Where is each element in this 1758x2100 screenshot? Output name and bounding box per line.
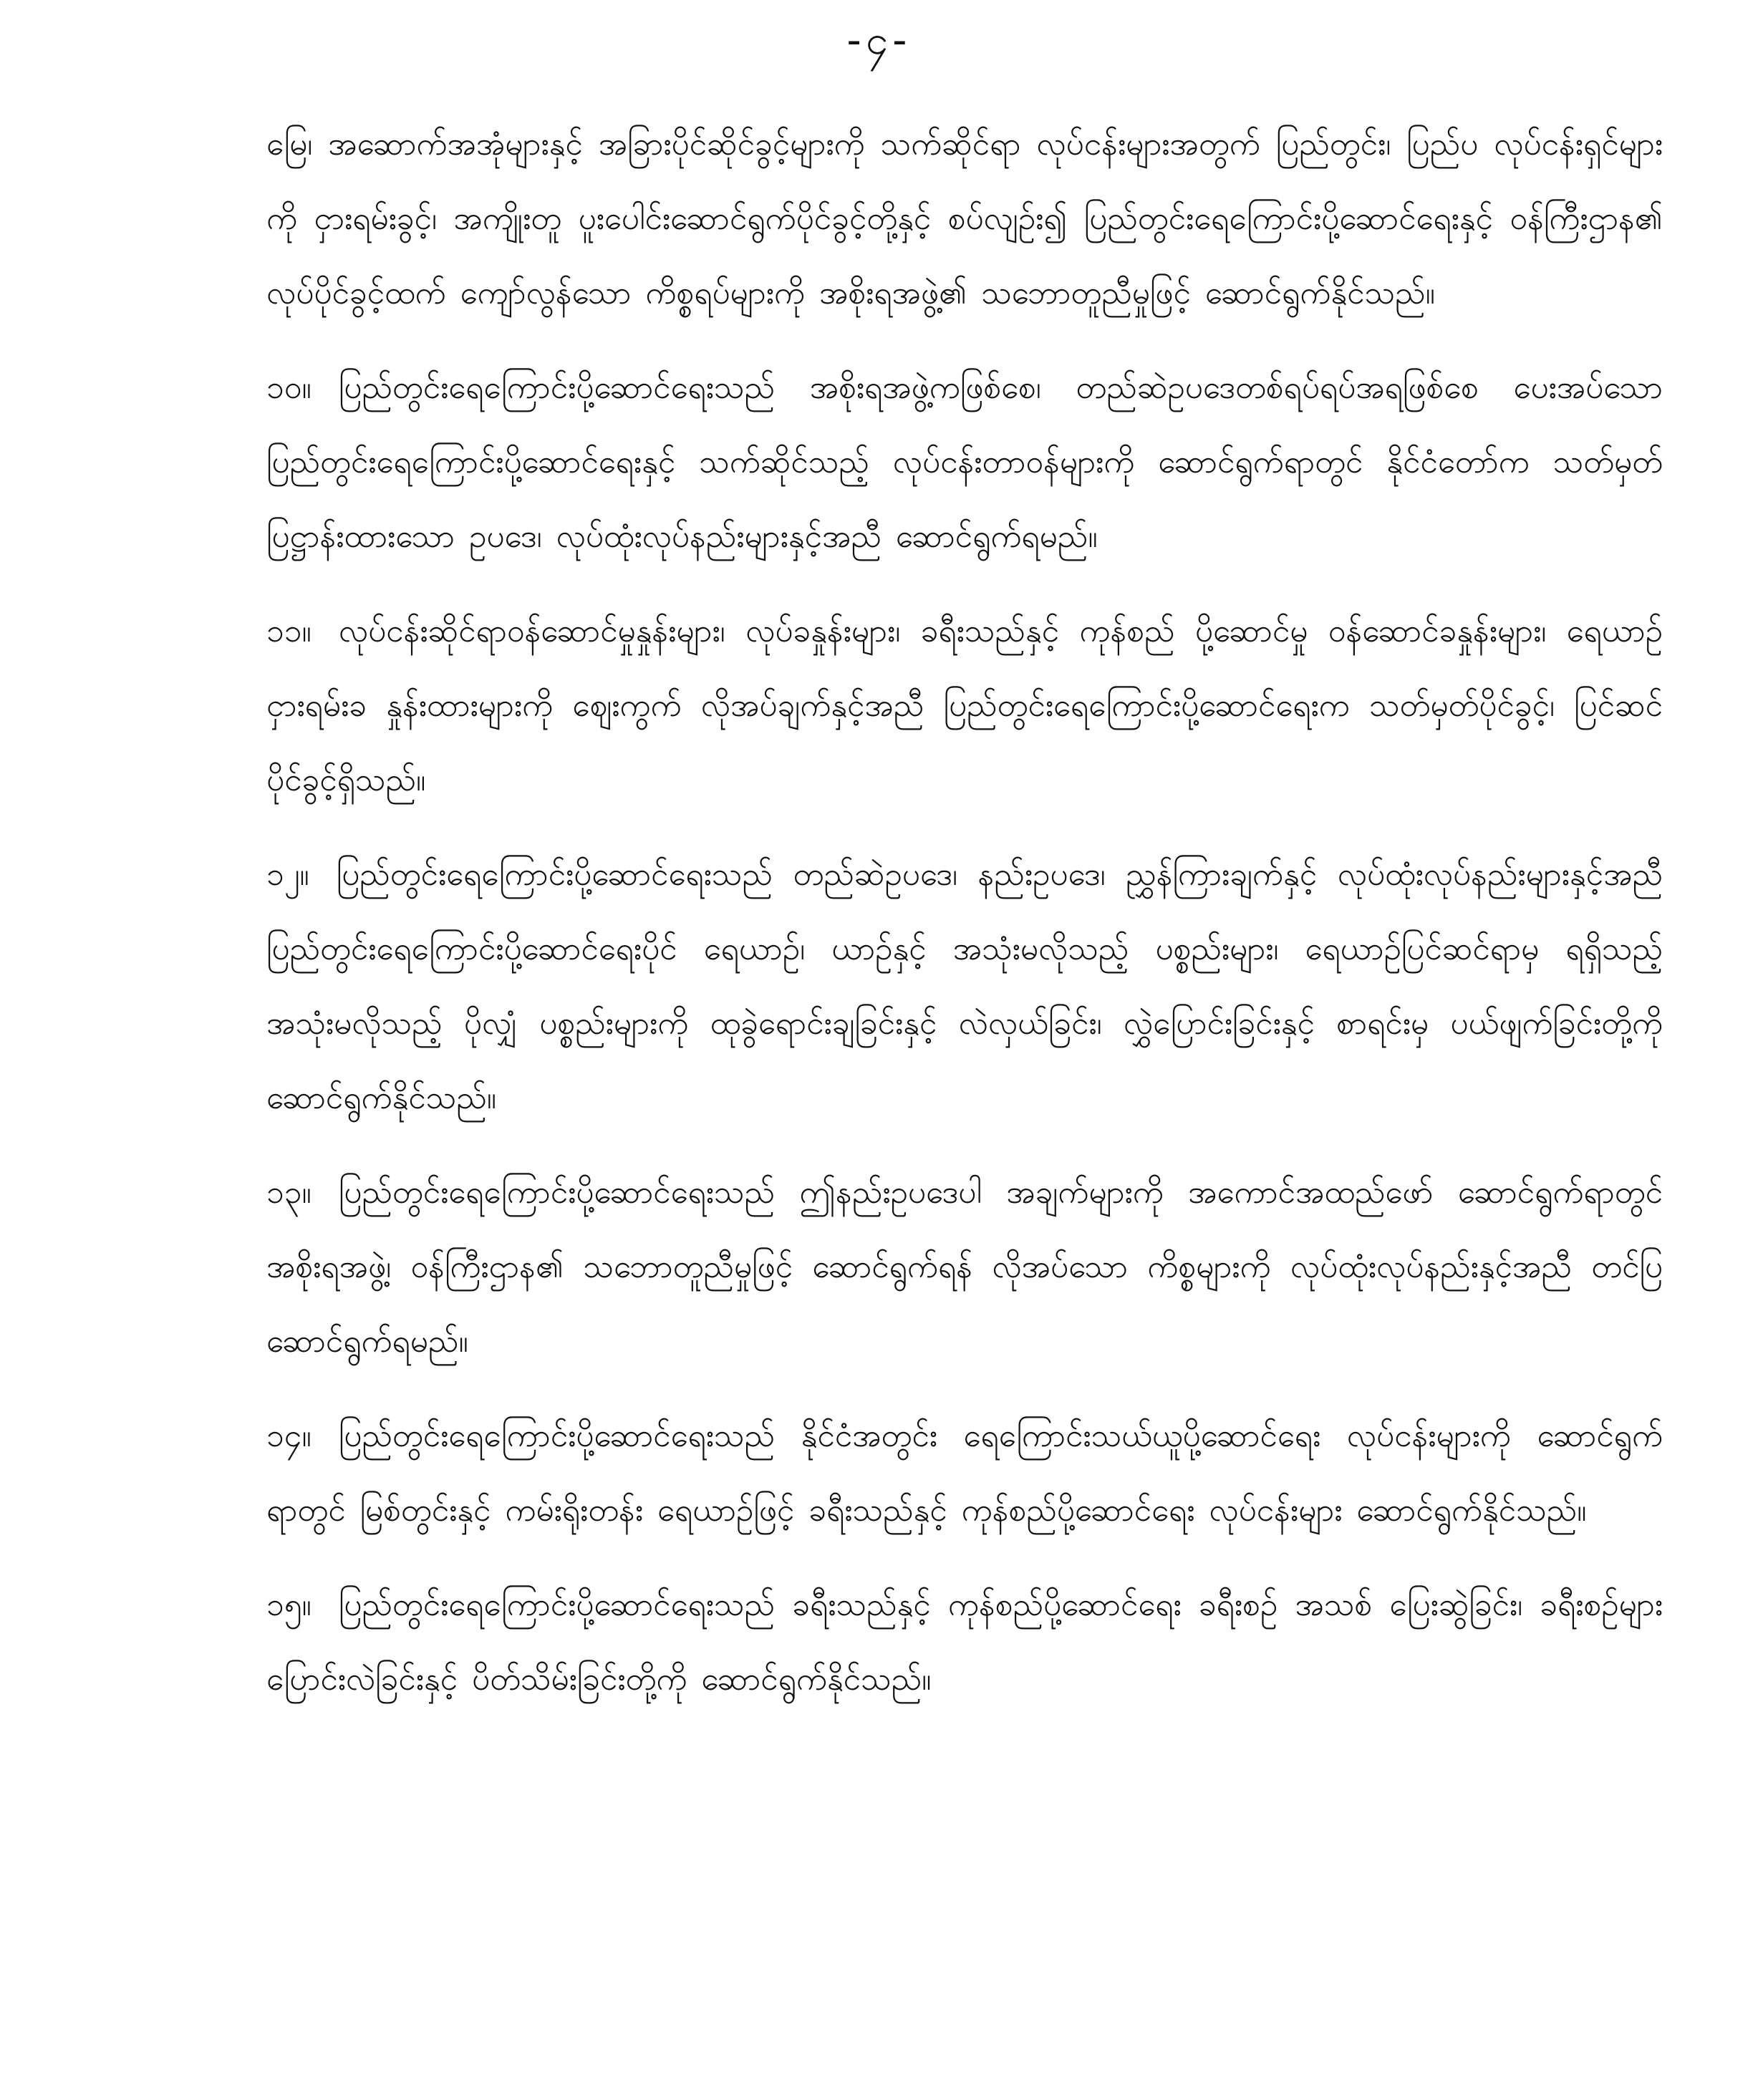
paragraph-13 — [266, 1156, 1663, 1379]
paragraph-text: ပြည်တွင်းရေကြောင်းပို့ဆောင်ရေးသည် တည်ဆဲဥပဒေ၊ နည်းဥပဒေ၊ ညွှန်ကြားချက်နှင့် လုပ်ထုံးလုပ်နည်းများနှင့်အညီ ပြည်တွင်းရေကြောင်းပို့ဆောင်ရေးပိုင် ရေယာဉ်၊ ယာဉ်နှင့် အသုံးမလိုသည့် ပစ္စည်းများ၊ ရေယာဉ်ပြင်ဆင်ရာမှ ရရှိသည့် အသုံးမလိုသည့် ပိုလျှံ ပစ္စည်းများကို ထုခွဲရောင်းချခြင်းနှင့် လဲလှယ်ခြင်း၊ လွှဲပြောင်းခြင်းနှင့် စာရင်းမှ ပယ်ဖျက်ခြင်းတို့ကို ဆောင်ရွက်နိုင်သည်။ — [266, 856, 1663, 1116]
paragraph-number: ၁၁။ — [266, 613, 311, 649]
paragraph-number: ၁၄။ — [266, 1418, 311, 1454]
page-number: -၄- — [846, 17, 912, 64]
paragraph-10 — [266, 351, 1663, 574]
paragraph-text: ပြည်တွင်းရေကြောင်းပို့ဆောင်ရေးသည် ခရီးသည်နှင့် ကုန်စည်ပို့ဆောင်ရေး ခရီးစဉ် အသစ် ပြေးဆွဲခြင်း၊ ခရီးစဉ်များပြောင်းလဲခြင်းနှင့် ပိတ်သိမ်းခြင်းတို့ကို ဆောင်ရွက်နိုင်သည်။ — [266, 1587, 1663, 1698]
paragraph-text: လုပ်ငန်းဆိုင်ရာဝန်ဆောင်မှုနှုန်းများ၊ လုပ်ခနှုန်းများ၊ ခရီးသည်နှင့် ကုန်စည် ပို့ဆောင်မှု ဝန်ဆောင်ခနှုန်းများ၊ ရေယာဉ်ငှားရမ်းခ နှုန်းထားများကို ဈေးကွက် လိုအပ်ချက်နှင့်အညီ ပြည်တွင်းရေကြောင်းပို့ဆောင်ရေးက သတ်မှတ်ပိုင်ခွင့်၊ ပြင်ဆင်ပိုင်ခွင့်ရှိသည်။ — [266, 613, 1663, 798]
paragraph-number: ၁၀။ — [266, 369, 311, 406]
document-body — [266, 107, 1663, 1737]
paragraph-continued — [266, 107, 1663, 331]
paragraph-text: ပြည်တွင်းရေကြောင်းပို့ဆောင်ရေးသည် အစိုးရအဖွဲ့ကဖြစ်စေ၊ တည်ဆဲဥပဒေတစ်ရပ်ရပ်အရဖြစ်စေ ပေးအပ်သော ပြည်တွင်းရေကြောင်းပို့ဆောင်ရေးနှင့် သက်ဆိုင်သည့် လုပ်ငန်းတာဝန်များကို ဆောင်ရွက်ရာတွင် နိုင်ငံတော်က သတ်မှတ် ပြဋ္ဌာန်းထားသော ဥပဒေ၊ လုပ်ထုံးလုပ်နည်းများနှင့်အညီ ဆောင်ရွက်ရမည်။ — [266, 369, 1663, 555]
paragraph-number: ၁၂။ — [266, 856, 309, 893]
paragraph-11 — [266, 594, 1663, 818]
paragraph-15 — [266, 1568, 1663, 1717]
paragraph-text: ပြည်တွင်းရေကြောင်းပို့ဆောင်ရေးသည် ဤနည်းဥပဒေပါ အချက်များကို အကောင်အထည်ဖော် ဆောင်ရွက်ရာတွင် အစိုးရအဖွဲ့၊ ဝန်ကြီးဌာန၏ သဘောတူညီမှုဖြင့် ဆောင်ရွက်ရန် လိုအပ်သော ကိစ္စများကို လုပ်ထုံးလုပ်နည်းနှင့်အညီ တင်ပြဆောင်ရွက်ရမည်။ — [266, 1174, 1663, 1360]
paragraph-text: မြေ၊ အဆောက်အအုံများနှင့် အခြားပိုင်ဆိုင်ခွင့်များကို သက်ဆိုင်ရာ လုပ်ငန်းများအတွက် ပြည်တွင်း၊ ပြည်ပ လုပ်ငန်းရှင်များကို ငှားရမ်းခွင့်၊ အကျိုးတူ ပူးပေါင်းဆောင်ရွက်ပိုင်ခွင့်တို့နှင့် စပ်လျဉ်း၍ ပြည်တွင်းရေကြောင်းပို့ဆောင်ရေးနှင့် ဝန်ကြီးဌာန၏ လုပ်ပိုင်ခွင့်ထက် ကျော်လွန်သော ကိစ္စရပ်များကို အစိုးရအဖွဲ့၏ သဘောတူညီမှုဖြင့် ဆောင်ရွက်နိုင်သည်။ — [266, 126, 1663, 311]
paragraph-14 — [266, 1399, 1663, 1548]
paragraph-text: ပြည်တွင်းရေကြောင်းပို့ဆောင်ရေးသည် နိုင်ငံအတွင်း ရေကြောင်းသယ်ယူပို့ဆောင်ရေး လုပ်ငန်းများကို ဆောင်ရွက်ရာတွင် မြစ်တွင်းနှင့် ကမ်းရိုးတန်း ရေယာဉ်ဖြင့် ခရီးသည်နှင့် ကုန်စည်ပို့ဆောင်ရေး လုပ်ငန်းများ ဆောင်ရွက်နိုင်သည်။ — [266, 1418, 1663, 1529]
paragraph-number: ၁၃။ — [266, 1174, 311, 1211]
paragraph-12 — [266, 838, 1663, 1136]
paragraph-number: ၁၅။ — [266, 1587, 311, 1623]
